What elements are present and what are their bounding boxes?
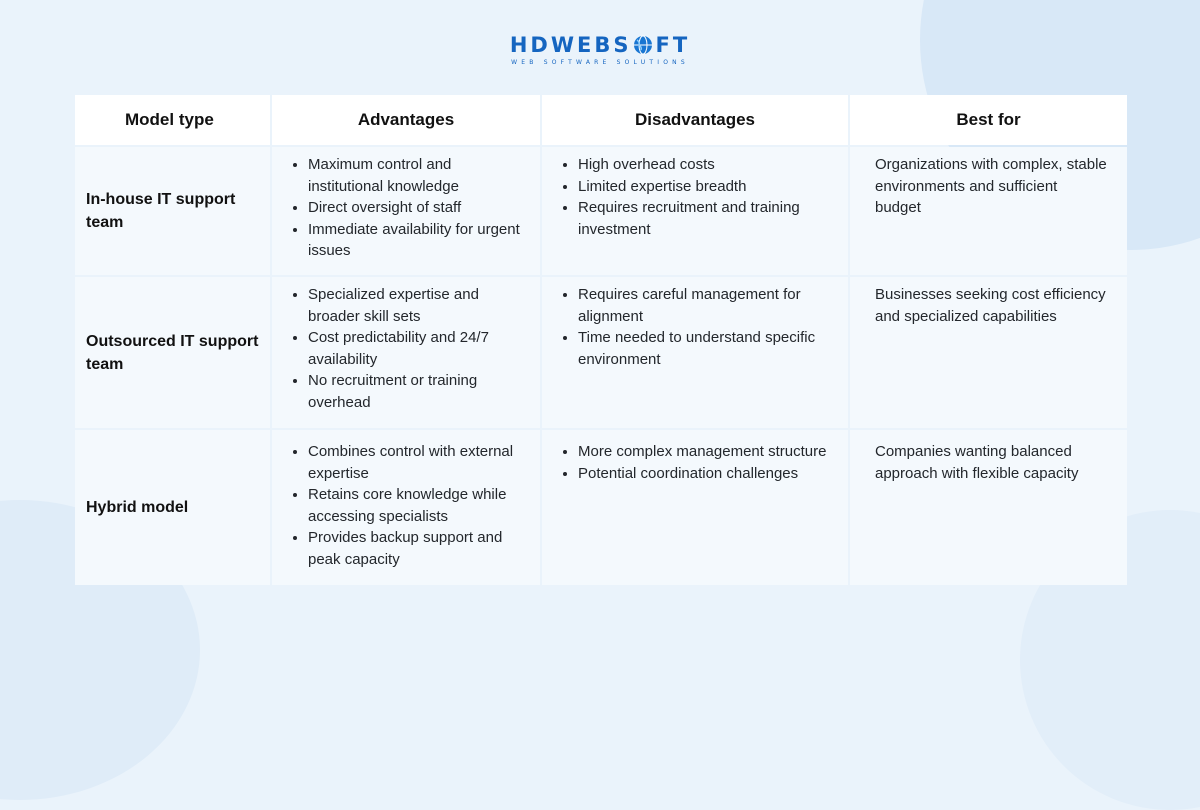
brand-logo [0,33,1200,67]
list-item: • Requires careful management for alignment [578,284,836,327]
disadvantages-cell [542,430,848,585]
best-for-cell [850,147,1127,275]
list-item: • Provides backup support and peak capacity [308,527,528,570]
best-for-cell [850,430,1127,585]
disadvantages-cell [542,147,848,275]
logo-text-part1: HDWEBS [509,33,632,57]
best-for-text: Organizations with complex, stable environments and sufficient budget [875,156,1107,216]
table-header-row [75,95,1127,145]
list-item: • Direct oversight of staff [308,197,528,219]
list-item: • Limited expertise breadth [578,176,836,198]
disadvantages-cell [542,277,848,428]
list-item: • Time needed to understand specific environment [578,327,836,370]
list-item: • Maximum control and institutional knowledge [308,154,528,197]
header-best-for: Best for [850,95,1127,145]
advantages-cell [272,147,540,275]
best-for-text: Companies wanting balanced approach with flexible capacity [875,443,1079,482]
list-item: • More complex management structure [578,441,836,463]
advantages-list [272,430,540,570]
disadvantages-list [542,277,848,370]
advantages-list [272,147,540,262]
table-row [75,430,1127,585]
header-model-type: Model type [75,95,270,145]
best-for-cell [850,277,1127,428]
list-item: • Potential coordination challenges [578,463,836,485]
comparison-table [73,93,1129,587]
list-item: • Cost predictability and 24/7 availability [308,327,528,370]
logo-tagline: WEB SOFTWARE SOLUTIONS [511,59,689,66]
logo-wordmark [510,33,690,57]
globe-icon [633,35,653,55]
table-row [75,147,1127,275]
advantages-cell [272,430,540,585]
disadvantages-list [542,430,848,484]
list-item: • High overhead costs [578,154,836,176]
model-type-cell: In-house IT support team [75,147,270,275]
model-type-cell: Outsourced IT support team [75,277,270,428]
list-item: • No recruitment or training overhead [308,370,528,413]
list-item: • Retains core knowledge while accessing specialists [308,484,528,527]
table-row [75,277,1127,428]
list-item: • Immediate availability for urgent issues [308,219,528,262]
list-item: • Combines control with external expertise [308,441,528,484]
disadvantages-list [542,147,848,240]
advantages-list [272,277,540,413]
best-for-text: Businesses seeking cost efficiency and specialized capabilities [875,286,1106,325]
list-item: • Requires recruitment and training investment [578,197,836,240]
model-type-cell: Hybrid model [75,430,270,585]
list-item: • Specialized expertise and broader skill sets [308,284,528,327]
header-disadvantages: Disadvantages [542,95,848,145]
header-advantages: Advantages [272,95,540,145]
advantages-cell [272,277,540,428]
logo-text-part2: FT [655,33,691,57]
